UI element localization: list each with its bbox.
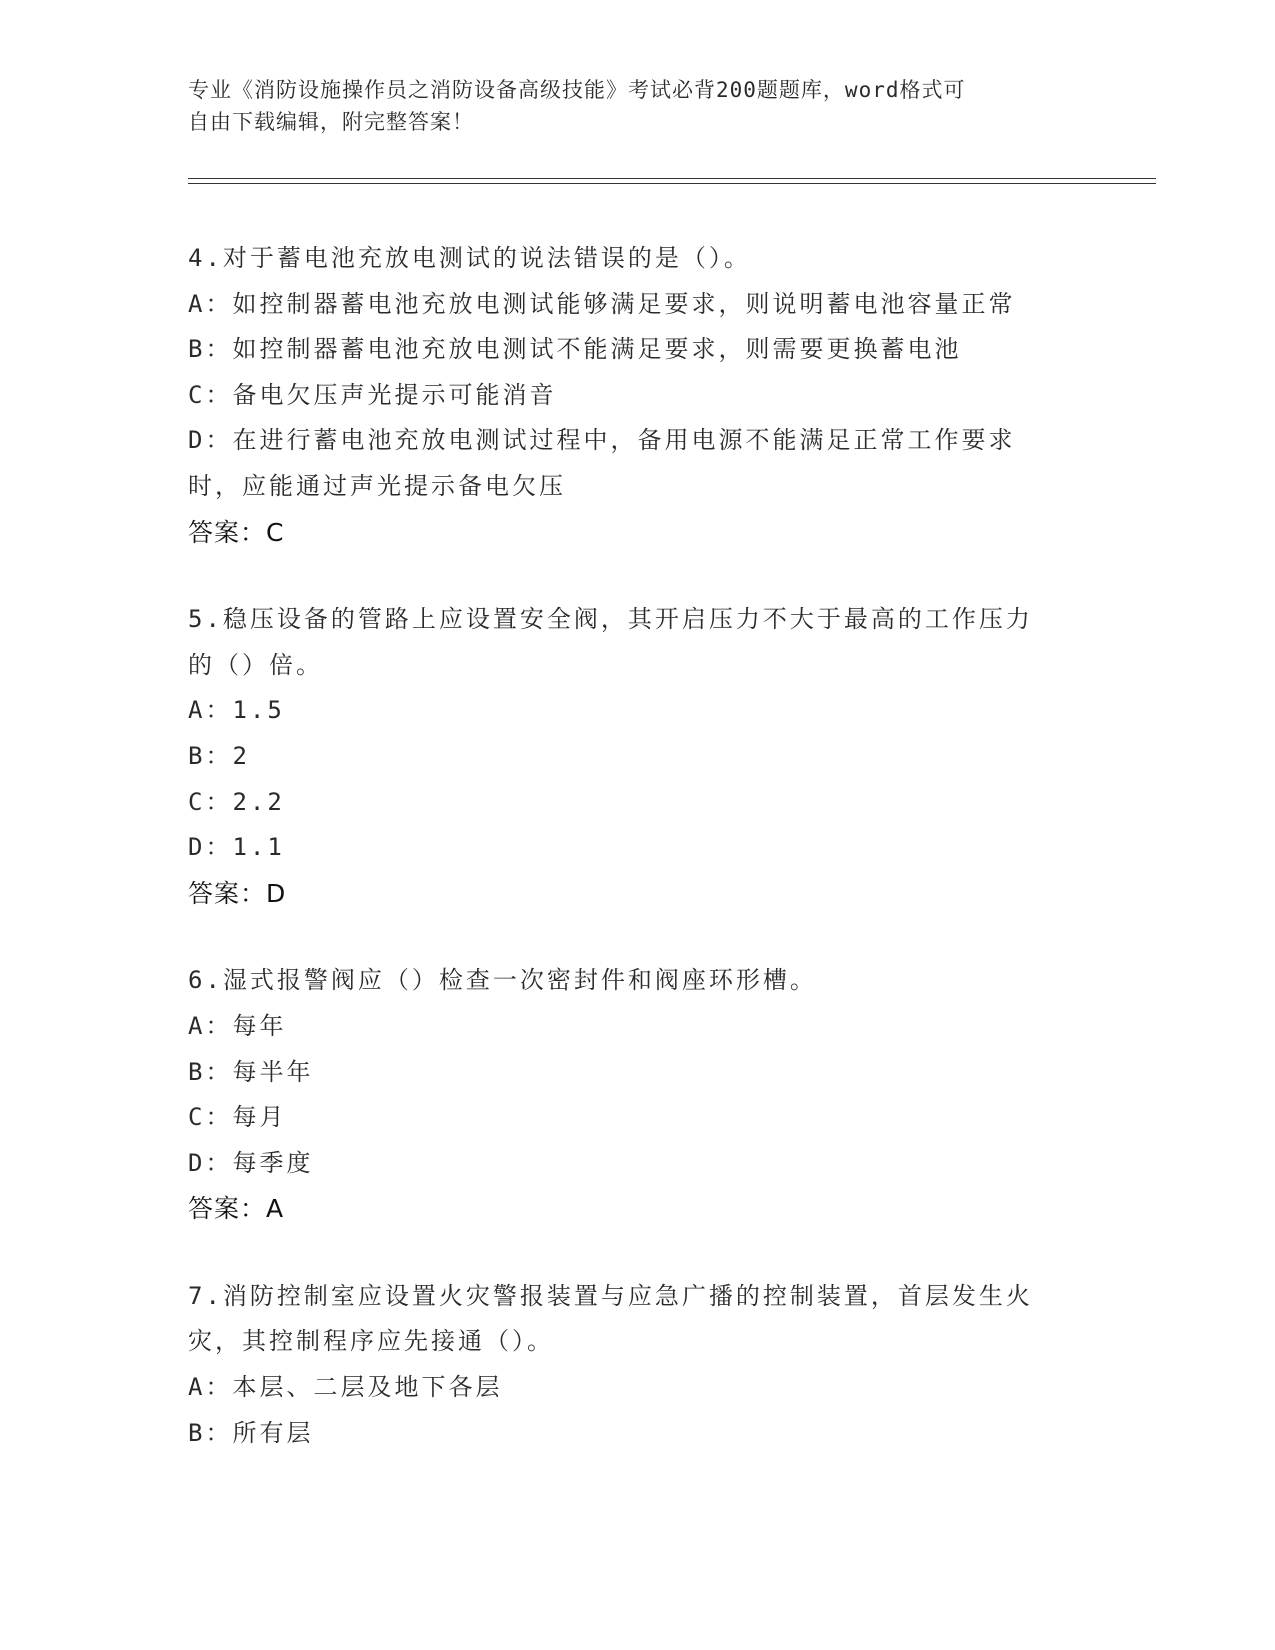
question-stem: 4.对于蓄电池充放电测试的说法错误的是（）。 [188, 244, 751, 272]
question-stem: 5.稳压设备的管路上应设置安全阀，其开启压力不大于最高的工作压力的（）倍。 [188, 605, 1033, 679]
option-d: D：1.1 [188, 833, 285, 862]
question-stem: 6.湿式报警阀应（）检查一次密封件和阀座环形槽。 [188, 966, 817, 995]
header-divider-top [188, 178, 1156, 179]
answer: 答案：D [188, 878, 287, 908]
option-b: B：每半年 [188, 1057, 314, 1086]
question-4 [188, 236, 1088, 555]
question-7 [188, 1274, 1088, 1456]
option-b: B：所有层 [188, 1418, 314, 1447]
answer: 答案：C [188, 517, 285, 547]
option-b: B：如控制器蓄电池充放电测试不能满足要求，则需要更换蓄电池 [188, 335, 962, 364]
option-c: C：备电欠压声光提示可能消音 [188, 380, 557, 409]
header-line-2: 自由下载编辑，附完整答案！ [188, 110, 474, 134]
option-b: B：2 [188, 741, 250, 770]
option-a: A：每年 [188, 1011, 287, 1040]
option-c: C：2.2 [188, 787, 285, 816]
header-divider-bottom [188, 183, 1156, 184]
question-6 [188, 958, 1088, 1232]
option-a: A：如控制器蓄电池充放电测试能够满足要求，则说明蓄电池容量正常 [188, 289, 1016, 318]
option-a: A：1.5 [188, 696, 285, 725]
question-stem: 7.消防控制室应设置火灾警报装置与应急广播的控制装置，首层发生火灾，其控制程序应先接通（）。 [188, 1281, 1033, 1356]
question-list [188, 236, 1088, 1498]
option-a: A：本层、二层及地下各层 [188, 1373, 503, 1402]
option-d: D：每季度 [188, 1148, 314, 1177]
option-d: D：在进行蓄电池充放电测试过程中，备用电源不能满足正常工作要求时，应能通过声光提示备电欠压 [188, 426, 1016, 500]
header-line-1: 专业《消防设施操作员之消防设备高级技能》考试必背200题题库，word格式可 [188, 78, 966, 102]
question-5 [188, 597, 1088, 916]
answer: 答案：A [188, 1194, 285, 1224]
option-c: C：每月 [188, 1103, 287, 1132]
document-header [188, 74, 1068, 138]
